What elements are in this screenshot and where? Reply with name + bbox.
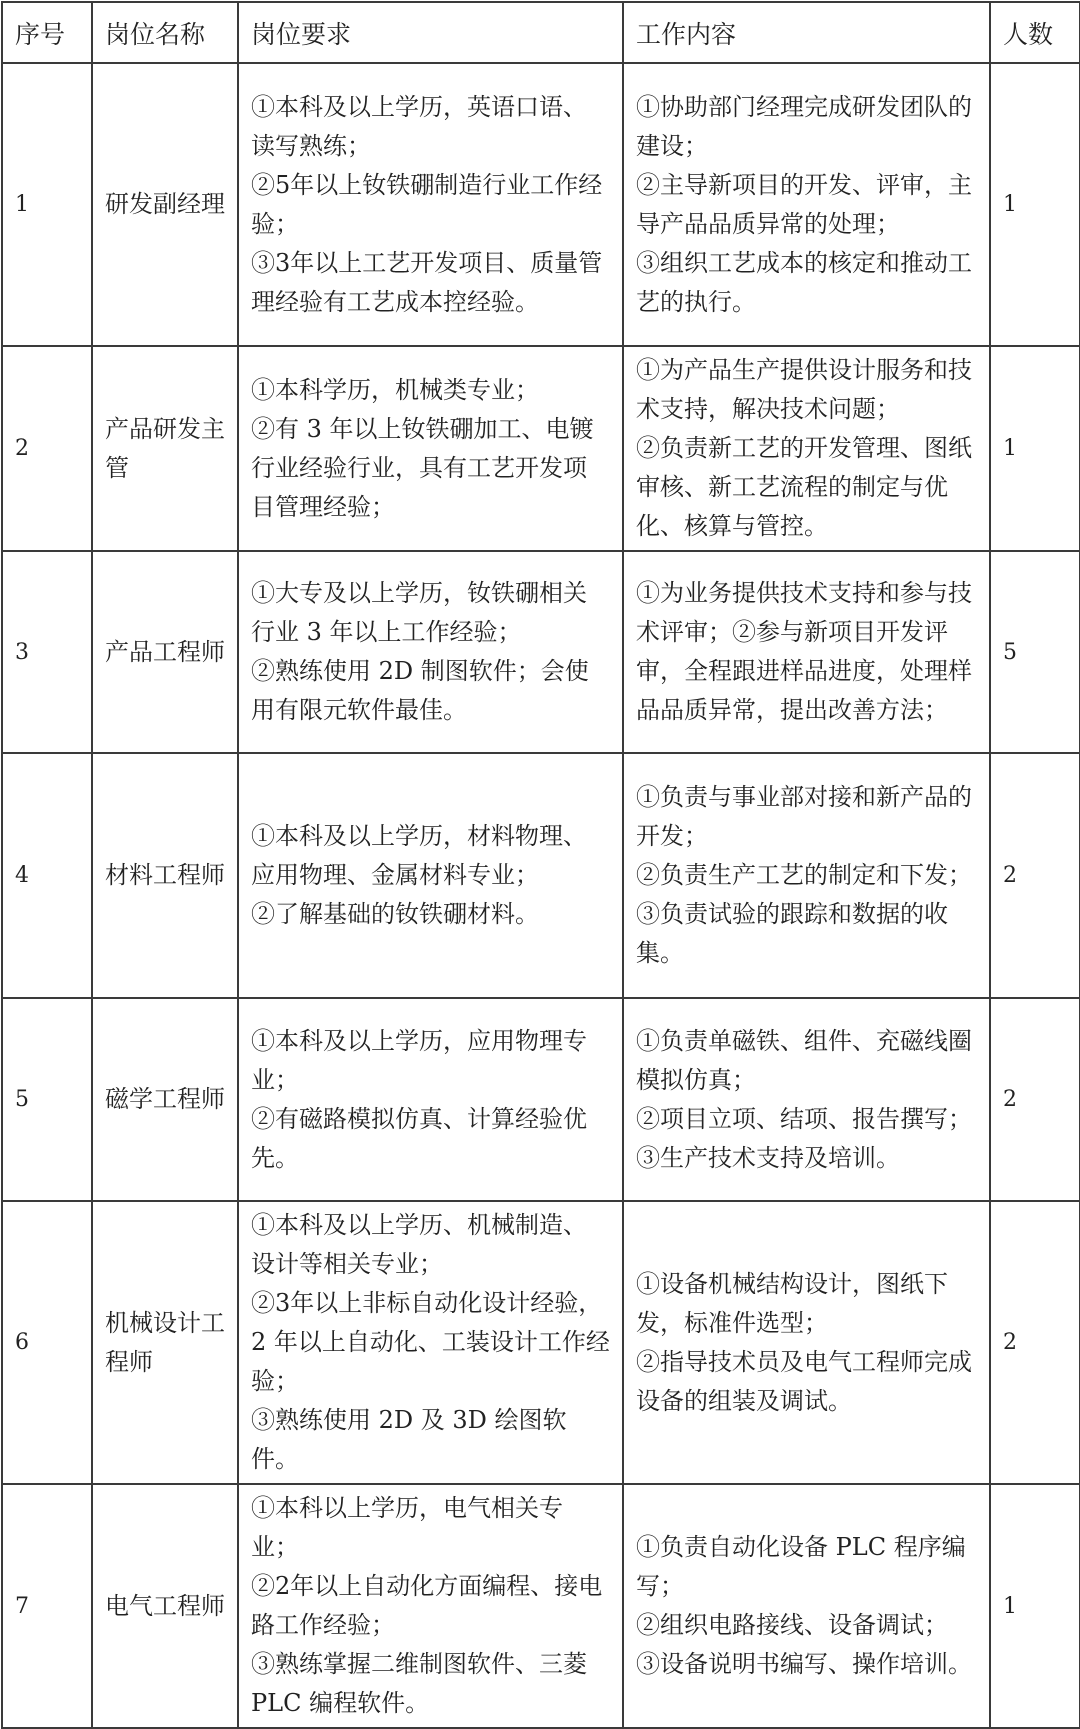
duty-item: ①协助部门经理完成研发团队的建设； xyxy=(636,92,972,160)
row-duties xyxy=(623,63,990,346)
table-row xyxy=(2,346,1080,551)
row-duties xyxy=(623,1484,990,1728)
table-row xyxy=(2,63,1080,346)
duty-item: ②指导技术员及电气工程师完成设备的组装及调试。 xyxy=(636,1347,972,1415)
row-count: 1 xyxy=(990,346,1080,551)
requirement-item: ②2年以上自动化方面编程、接电路工作经验； xyxy=(251,1572,603,1639)
requirement-item: ②5年以上钕铁硼制造行业工作经验； xyxy=(251,170,603,238)
header-position: 岗位名称 xyxy=(92,2,238,63)
row-count: 1 xyxy=(990,63,1080,346)
row-count: 2 xyxy=(990,753,1080,998)
table-row xyxy=(2,1201,1080,1484)
duty-item: ①负责与事业部对接和新产品的开发； xyxy=(636,783,972,850)
table-row xyxy=(2,998,1080,1201)
header-index: 序号 xyxy=(2,2,92,63)
duty-item: ③组织工艺成本的核定和推动工艺的执行。 xyxy=(636,248,972,316)
row-requirements xyxy=(238,346,623,551)
requirement-item: ③3年以上工艺开发项目、质量管理经验有工艺成本控经验。 xyxy=(251,248,603,316)
row-index: 4 xyxy=(2,753,92,998)
row-requirements xyxy=(238,998,623,1201)
row-position: 电气工程师 xyxy=(92,1484,238,1728)
requirement-item: ③熟练掌握二维制图软件、三菱 PLC 编程软件。 xyxy=(251,1650,587,1717)
duty-item: ②负责新工艺的开发管理、图纸审核、新工艺流程的制定与优化、核算与管控。 xyxy=(636,434,972,540)
row-requirements xyxy=(238,753,623,998)
header-requirements: 岗位要求 xyxy=(238,2,623,63)
requirement-item: ②熟练使用 2D 制图软件；会使用有限元软件最佳。 xyxy=(251,657,589,724)
requirement-item: ②3年以上非标自动化设计经验，2 年以上自动化、工装设计工作经验； xyxy=(251,1289,610,1395)
duty-item: ①负责自动化设备 PLC 程序编写； xyxy=(636,1533,966,1600)
row-position: 产品研发主管 xyxy=(92,346,238,551)
row-position: 磁学工程师 xyxy=(92,998,238,1201)
requirement-item: ①本科及以上学历，材料物理、应用物理、金属材料专业； xyxy=(251,822,587,889)
duty-item: ②负责生产工艺的制定和下发； xyxy=(636,861,972,889)
row-requirements xyxy=(238,1201,623,1484)
duty-item: ①设备机械结构设计，图纸下发，标准件选型； xyxy=(636,1269,948,1337)
row-duties xyxy=(623,346,990,551)
requirement-item: ①本科及以上学历、机械制造、设计等相关专业； xyxy=(251,1211,587,1278)
duty-item: ③设备说明书编写、操作培训。 xyxy=(636,1650,972,1678)
row-count: 5 xyxy=(990,551,1080,753)
header-duties: 工作内容 xyxy=(623,2,990,63)
requirement-item: ①大专及以上学历，钕铁硼相关行业 3 年以上工作经验； xyxy=(251,579,587,646)
duty-item: ①为产品生产提供设计服务和技术支持，解决技术问题； xyxy=(636,356,972,423)
requirement-item: ①本科及以上学历，英语口语、读写熟练； xyxy=(251,92,587,160)
header-count: 人数 xyxy=(990,2,1080,63)
requirement-item: ①本科学历，机械类专业； xyxy=(251,375,539,404)
table-row xyxy=(2,753,1080,998)
row-index: 7 xyxy=(2,1484,92,1728)
row-count: 2 xyxy=(990,1201,1080,1484)
row-requirements xyxy=(238,551,623,753)
duty-item: ②主导新项目的开发、评审，主导产品品质异常的处理； xyxy=(636,170,972,238)
row-position: 材料工程师 xyxy=(92,753,238,998)
requirement-item: ①本科以上学历，电气相关专业； xyxy=(251,1494,563,1561)
duty-item: ②项目立项、结项、报告撰写； xyxy=(636,1104,972,1133)
duty-item: ①为业务提供技术支持和参与技术评审；②参与新项目开发评审，全程跟进样品进度，处理样品品质异常，提出改善方法； xyxy=(636,579,972,724)
row-count: 2 xyxy=(990,998,1080,1201)
row-duties xyxy=(623,1201,990,1484)
requirement-item: ③熟练使用 2D 及 3D 绘图软件。 xyxy=(251,1406,567,1473)
row-index: 3 xyxy=(2,551,92,753)
row-position: 机械设计工程师 xyxy=(92,1201,238,1484)
requirement-item: ②有 3 年以上钕铁硼加工、电镀行业经验行业，具有工艺开发项目管理经验； xyxy=(251,414,594,521)
duty-item: ②组织电路接线、设备调试； xyxy=(636,1611,948,1639)
row-index: 1 xyxy=(2,63,92,346)
row-duties xyxy=(623,998,990,1201)
row-position: 产品工程师 xyxy=(92,551,238,753)
duty-item: ③负责试验的跟踪和数据的收集。 xyxy=(636,900,948,967)
requirement-item: ②了解基础的钕铁硼材料。 xyxy=(251,900,539,928)
row-position: 研发副经理 xyxy=(92,63,238,346)
row-duties xyxy=(623,753,990,998)
row-index: 5 xyxy=(2,998,92,1201)
row-duties xyxy=(623,551,990,753)
row-index: 2 xyxy=(2,346,92,551)
requirement-item: ②有磁路模拟仿真、计算经验优先。 xyxy=(251,1104,587,1172)
row-index: 6 xyxy=(2,1201,92,1484)
row-requirements xyxy=(238,63,623,346)
table-header-row xyxy=(2,2,1080,63)
table-row xyxy=(2,1484,1080,1728)
requirement-item: ①本科及以上学历，应用物理专业； xyxy=(251,1026,587,1094)
duty-item: ①负责单磁铁、组件、充磁线圈模拟仿真； xyxy=(636,1026,972,1094)
job-positions-table xyxy=(1,1,1080,1729)
recruitment-document xyxy=(0,1,1080,1717)
row-count: 1 xyxy=(990,1484,1080,1728)
table-row xyxy=(2,551,1080,753)
duty-item: ③生产技术支持及培训。 xyxy=(636,1143,900,1172)
row-requirements xyxy=(238,1484,623,1728)
